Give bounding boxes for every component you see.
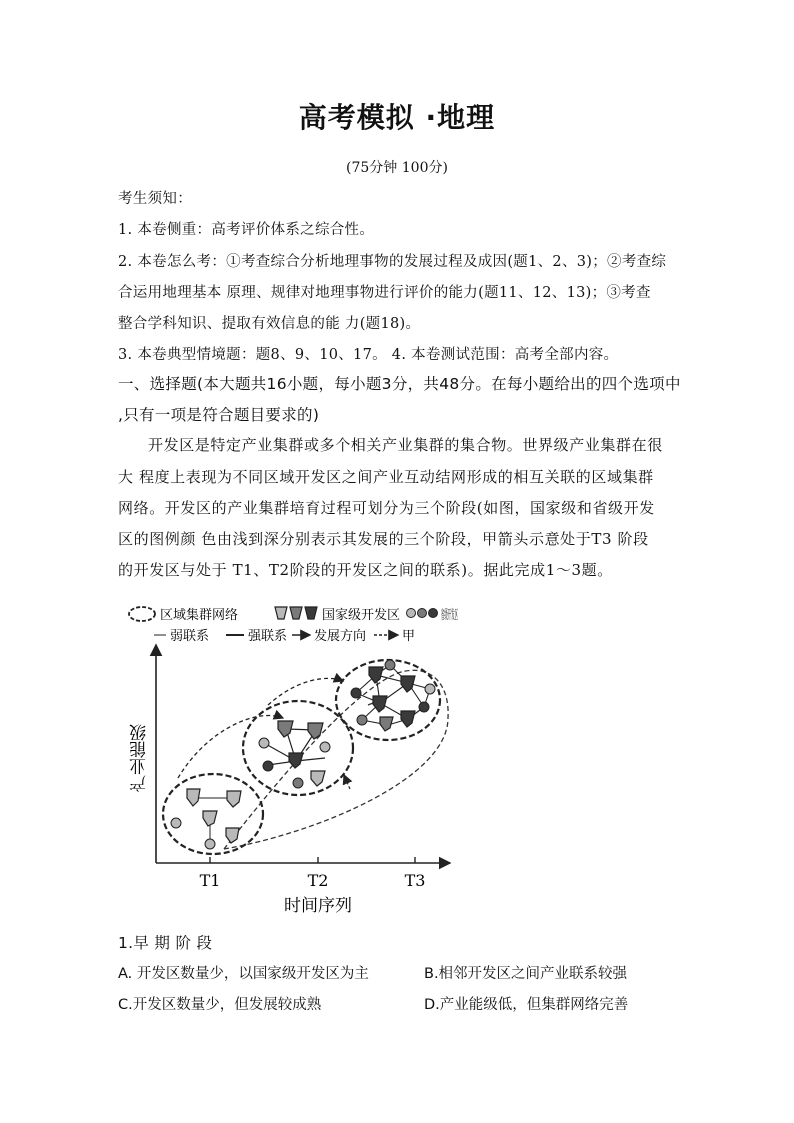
passage-line4: 区的图例颜 色由浅到深分别表示其发展的三个阶段，甲箭头示意处于T3 阶段 [118,530,649,548]
legend-weak-label: 弱联系 [170,628,210,643]
legend-network-label: 区域集群网络 [160,607,239,622]
cluster-development-figure [118,593,458,923]
tick-label-t3: T3 [404,871,426,890]
question-1-option-a[interactable]: A. 开发区数量少，以国家级开发区为主 [118,966,369,982]
x-axis-label: 时间序列 [284,896,352,916]
question-1-option-d[interactable]: D.产业能级低，但集群网络完善 [424,997,629,1013]
legend-network-icon [129,607,155,621]
section-heading-line1: 一、选择题(本大题共16小题，每小题3分，共48分。在每小题给出的四个选项中 [118,375,681,393]
question-1-stem: 1.早 期 阶 段 [118,934,213,952]
notice-item-2-line1: 2. 本卷怎么考：①考查综合分析地理事物的发展过程及成因(题1、2、3)；②考查综 [118,254,667,270]
section-heading-line2: ,只有一项是符合题目要求的) [118,406,320,424]
legend-jia-label: 甲 [402,628,416,643]
passage-line2: 大 程度上表现为不同区域开发区之间产业互动结网形成的相互关联的区域集群 [118,468,654,486]
legend-provincial-icons [407,609,438,618]
passage-line3: 网络。开发区的产业集群培育过程可划分为三个阶段(如图，国家级和省级开发 [118,499,655,517]
passage-line1: 开发区是特定产业集群或多个相关产业集群的集合物。世界级产业集群在很 [148,436,663,454]
legend-national-label: 国家级开发区 [322,607,401,622]
exam-time-score: (75分钟 100分) [346,160,448,176]
notice-heading: 考生须知： [118,191,192,207]
legend-national-icons [275,607,317,619]
notice-item-3-4: 3. 本卷典型情境题：题8、9、10、17。 4. 本卷测试范围：高考全部内容。 [118,347,619,363]
question-1-option-b[interactable]: B.相邻开发区之间产业联系较强 [424,966,628,982]
tick-label-t1: T1 [199,871,221,890]
notice-item-2-line2: 合运用地理基本 原理、规律对地理事物进行评价的能力(题11、12、13)；③考查 [118,285,651,301]
legend-provincial-label: 省级开发区 [441,607,458,622]
question-1-option-c[interactable]: C.开发区数量少，但发展较成熟 [118,997,322,1013]
notice-item-2-line3: 整合学科知识、提取有效信息的能 力(题18)。 [118,316,421,332]
cluster-t2-nodes [259,721,330,788]
jia-arrow [344,775,350,789]
tick-label-t2: T2 [307,871,329,890]
notice-item-1: 1. 本卷侧重：高考评价体系之综合性。 [118,222,375,238]
page-title: 高考模拟 ·地理 [298,101,496,134]
cluster-t3-links [356,665,430,725]
legend-direction-label: 发展方向 [314,628,367,643]
legend-strong-label: 强联系 [248,628,288,643]
passage-line5: 的开发区与处于 T1、T2阶段的开发区之间的联系)。据此完成1～3题。 [118,561,613,579]
y-axis-label: 产业能级 [130,724,150,792]
